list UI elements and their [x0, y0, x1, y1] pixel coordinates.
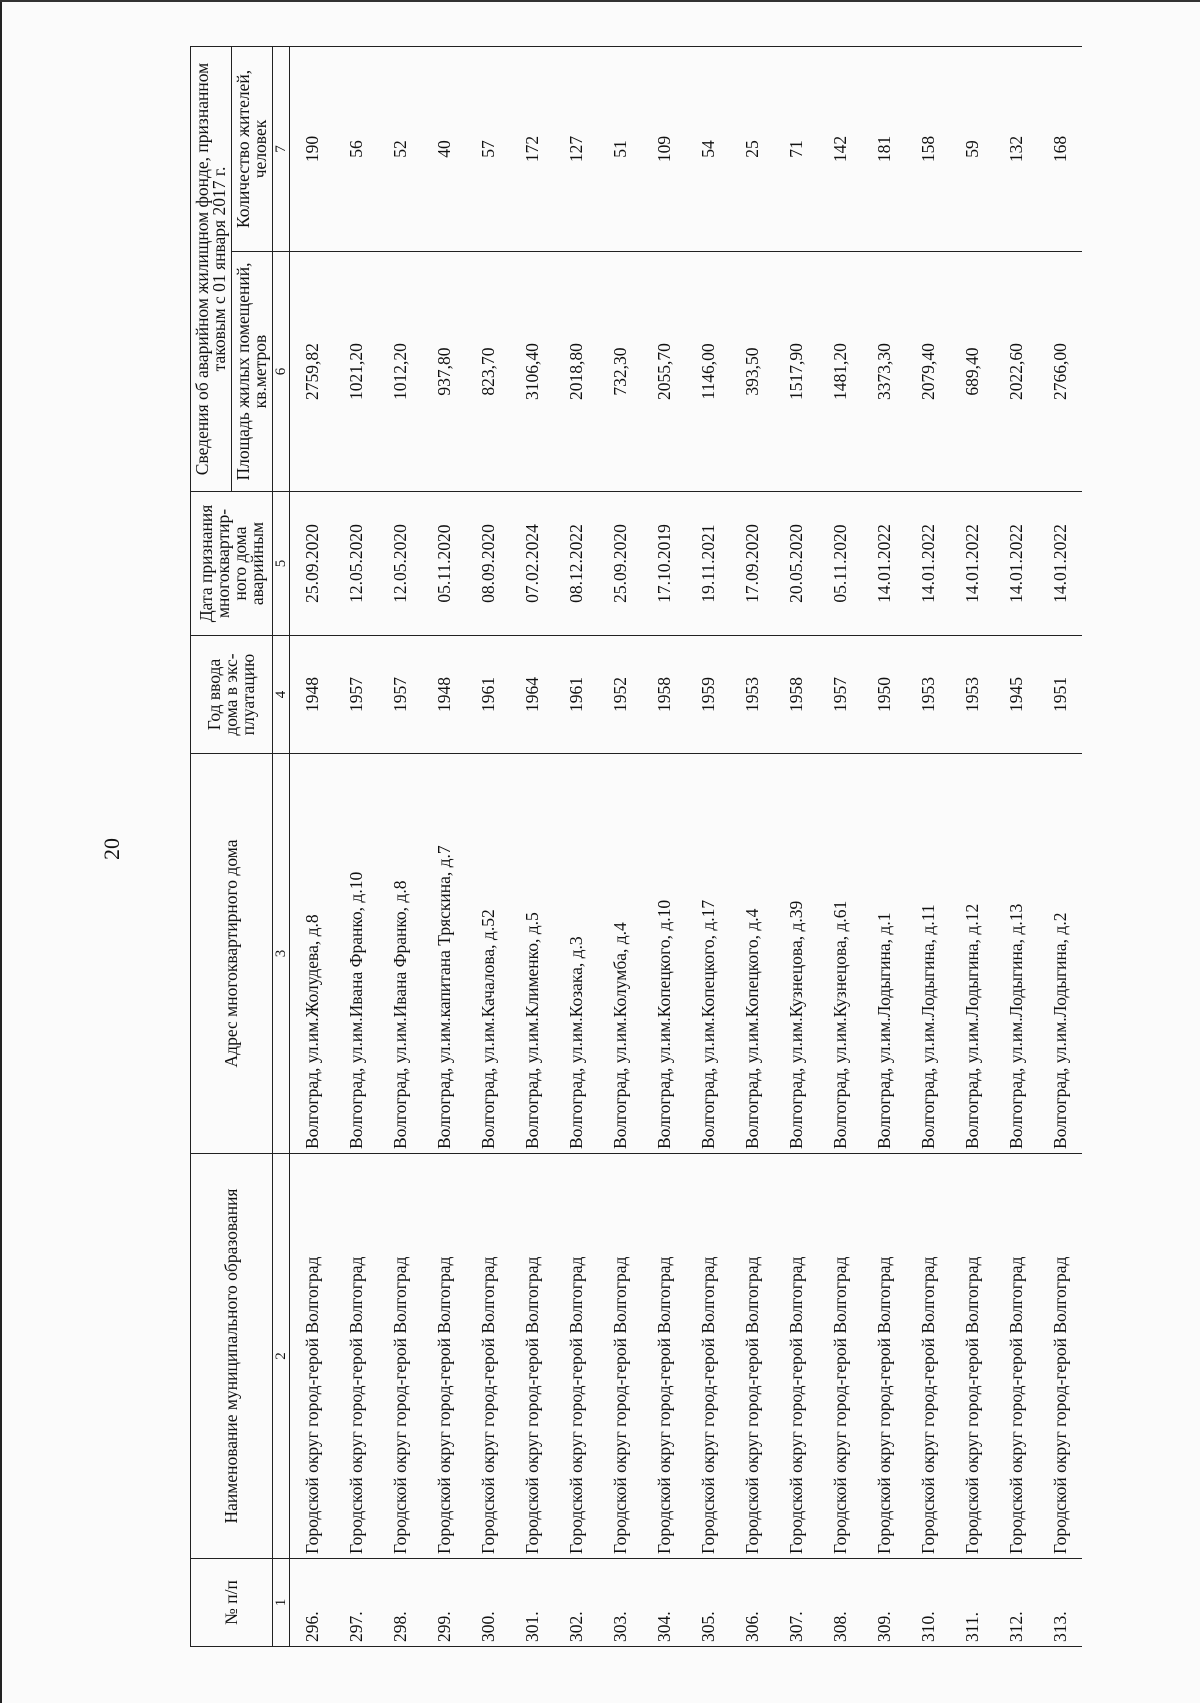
municipality-cell: Городской округ город-герой Волгоград [818, 1154, 862, 1559]
date-cell: 14.01.2022 [950, 492, 994, 636]
scan-edge-top [0, 0, 1200, 2]
municipality-cell: Городской округ город-герой Волгоград [906, 1154, 950, 1559]
year-cell: 1953 [950, 636, 994, 754]
column-number: 5 [273, 492, 290, 636]
address-cell: Волгоград, ул.им.Кузнецова, д.39 [774, 754, 818, 1154]
header-col-date: Дата признания многоквартир-ного дома аварийным [191, 492, 273, 636]
table-row [950, 47, 994, 1647]
area-cell: 2766,00 [1038, 252, 1082, 492]
area-cell: 2079,40 [906, 252, 950, 492]
people-cell: 109 [642, 47, 686, 252]
people-cell: 54 [686, 47, 730, 252]
row-number: 296. [290, 1559, 335, 1647]
table-row [906, 47, 950, 1647]
column-number: 7 [273, 47, 290, 252]
column-number-row [273, 47, 290, 1647]
address-cell: Волгоград, ул.им.капитана Тряскина, д.7 [422, 754, 466, 1154]
date-cell: 14.01.2022 [906, 492, 950, 636]
table-row [598, 47, 642, 1647]
people-cell: 181 [862, 47, 906, 252]
table-row [290, 47, 335, 1647]
year-cell: 1957 [818, 636, 862, 754]
emergency-housing-table [190, 46, 1082, 1647]
area-cell: 1517,90 [774, 252, 818, 492]
address-cell: Волгоград, ул.им.Копецкого, д.10 [642, 754, 686, 1154]
header-col-area: Площадь жилых помещений, кв.метров [232, 252, 273, 492]
row-number: 312. [994, 1559, 1038, 1647]
area-cell: 732,30 [598, 252, 642, 492]
address-cell: Волгоград, ул.им.Копецкого, д.17 [686, 754, 730, 1154]
people-cell: 127 [554, 47, 598, 252]
municipality-cell: Городской округ город-герой Волгоград [554, 1154, 598, 1559]
column-number: 6 [273, 252, 290, 492]
date-cell: 20.05.2020 [774, 492, 818, 636]
table-row [642, 47, 686, 1647]
area-cell: 2018,80 [554, 252, 598, 492]
column-number: 1 [273, 1559, 290, 1647]
area-cell: 689,40 [950, 252, 994, 492]
header-row-1 [191, 47, 232, 1647]
column-number: 3 [273, 754, 290, 1154]
municipality-cell: Городской округ город-герой Волгоград [730, 1154, 774, 1559]
year-cell: 1964 [510, 636, 554, 754]
date-cell: 07.02.2024 [510, 492, 554, 636]
register-table-wrapper [190, 47, 1090, 1647]
date-cell: 25.09.2020 [290, 492, 335, 636]
year-cell: 1961 [466, 636, 510, 754]
municipality-cell: Городской округ город-герой Волгоград [1038, 1154, 1082, 1559]
row-number: 299. [422, 1559, 466, 1647]
table-row [466, 47, 510, 1647]
date-cell: 14.01.2022 [1038, 492, 1082, 636]
header-col-people: Количество жителей, человек [232, 47, 273, 252]
year-cell: 1959 [686, 636, 730, 754]
people-cell: 56 [334, 47, 378, 252]
table-row [730, 47, 774, 1647]
address-cell: Волгоград, ул.им.Лодыгина, д.11 [906, 754, 950, 1154]
year-cell: 1948 [290, 636, 335, 754]
people-cell: 51 [598, 47, 642, 252]
year-cell: 1961 [554, 636, 598, 754]
date-cell: 05.11.2020 [422, 492, 466, 636]
column-number: 2 [273, 1154, 290, 1559]
column-number: 4 [273, 636, 290, 754]
year-cell: 1958 [774, 636, 818, 754]
area-cell: 2759,82 [290, 252, 335, 492]
date-cell: 14.01.2022 [994, 492, 1038, 636]
header-group-emergency-fund: Сведения об аварийном жилищном фонде, признанном таковым с 01 января 2017 г. [191, 47, 232, 492]
year-cell: 1945 [994, 636, 1038, 754]
address-cell: Волгоград, ул.им.Лодыгина, д.13 [994, 754, 1038, 1154]
table-row [1038, 47, 1082, 1647]
date-cell: 05.11.2020 [818, 492, 862, 636]
people-cell: 57 [466, 47, 510, 252]
date-cell: 17.10.2019 [642, 492, 686, 636]
people-cell: 172 [510, 47, 554, 252]
municipality-cell: Городской округ город-герой Волгоград [510, 1154, 554, 1559]
row-number: 306. [730, 1559, 774, 1647]
year-cell: 1953 [906, 636, 950, 754]
address-cell: Волгоград, ул.им.Ивана Франко, д.8 [378, 754, 422, 1154]
date-cell: 19.11.2021 [686, 492, 730, 636]
municipality-cell: Городской округ город-герой Волгоград [466, 1154, 510, 1559]
date-cell: 08.09.2020 [466, 492, 510, 636]
header-col-year: Год ввода дома в экс-плуатацию [191, 636, 273, 754]
row-number: 305. [686, 1559, 730, 1647]
table-row [862, 47, 906, 1647]
municipality-cell: Городской округ город-герой Волгоград [774, 1154, 818, 1559]
row-number: 313. [1038, 1559, 1082, 1647]
table-row [994, 47, 1038, 1647]
year-cell: 1948 [422, 636, 466, 754]
people-cell: 190 [290, 47, 335, 252]
row-number: 298. [378, 1559, 422, 1647]
year-cell: 1951 [1038, 636, 1082, 754]
municipality-cell: Городской округ город-герой Волгоград [334, 1154, 378, 1559]
address-cell: Волгоград, ул.им.Лодыгина, д.1 [862, 754, 906, 1154]
area-cell: 1021,20 [334, 252, 378, 492]
municipality-cell: Городской округ город-герой Волгоград [598, 1154, 642, 1559]
people-cell: 158 [906, 47, 950, 252]
people-cell: 142 [818, 47, 862, 252]
row-number: 307. [774, 1559, 818, 1647]
area-cell: 2022,60 [994, 252, 1038, 492]
row-number: 308. [818, 1559, 862, 1647]
address-cell: Волгоград, ул.им.Кузнецова, д.61 [818, 754, 862, 1154]
people-cell: 168 [1038, 47, 1082, 252]
row-number: 311. [950, 1559, 994, 1647]
municipality-cell: Городской округ город-герой Волгоград [642, 1154, 686, 1559]
address-cell: Волгоград, ул.им.Колумба, д.4 [598, 754, 642, 1154]
table-row [554, 47, 598, 1647]
municipality-cell: Городской округ город-герой Волгоград [994, 1154, 1038, 1559]
table-row [422, 47, 466, 1647]
municipality-cell: Городской округ город-герой Волгоград [862, 1154, 906, 1559]
address-cell: Волгоград, ул.им.Жолудева, д.8 [290, 754, 335, 1154]
area-cell: 937,80 [422, 252, 466, 492]
row-number: 297. [334, 1559, 378, 1647]
row-number: 301. [510, 1559, 554, 1647]
area-cell: 823,70 [466, 252, 510, 492]
address-cell: Волгоград, ул.им.Ивана Франко, д.10 [334, 754, 378, 1154]
year-cell: 1950 [862, 636, 906, 754]
row-number: 304. [642, 1559, 686, 1647]
table-row [334, 47, 378, 1647]
address-cell: Волгоград, ул.им.Козака, д.3 [554, 754, 598, 1154]
address-cell: Волгоград, ул.им.Качалова, д.52 [466, 754, 510, 1154]
address-cell: Волгоград, ул.им.Лодыгина, д.12 [950, 754, 994, 1154]
people-cell: 59 [950, 47, 994, 252]
row-number: 302. [554, 1559, 598, 1647]
date-cell: 25.09.2020 [598, 492, 642, 636]
table-row [686, 47, 730, 1647]
date-cell: 08.12.2022 [554, 492, 598, 636]
address-cell: Волгоград, ул.им.Клименко, д.5 [510, 754, 554, 1154]
people-cell: 40 [422, 47, 466, 252]
area-cell: 3106,40 [510, 252, 554, 492]
date-cell: 17.09.2020 [730, 492, 774, 636]
year-cell: 1953 [730, 636, 774, 754]
area-cell: 1146,00 [686, 252, 730, 492]
municipality-cell: Городской округ город-герой Волгоград [290, 1154, 335, 1559]
year-cell: 1957 [334, 636, 378, 754]
page-number: 20 [99, 838, 124, 860]
row-number: 309. [862, 1559, 906, 1647]
area-cell: 2055,70 [642, 252, 686, 492]
area-cell: 1012,20 [378, 252, 422, 492]
table-row [510, 47, 554, 1647]
row-number: 300. [466, 1559, 510, 1647]
table-row [378, 47, 422, 1647]
year-cell: 1957 [378, 636, 422, 754]
area-cell: 393,50 [730, 252, 774, 492]
municipality-cell: Городской округ город-герой Волгоград [422, 1154, 466, 1559]
year-cell: 1952 [598, 636, 642, 754]
area-cell: 1481,20 [818, 252, 862, 492]
address-cell: Волгоград, ул.им.Лодыгина, д.2 [1038, 754, 1082, 1154]
table-row [774, 47, 818, 1647]
table-row [818, 47, 862, 1647]
people-cell: 71 [774, 47, 818, 252]
municipality-cell: Городской округ город-герой Волгоград [378, 1154, 422, 1559]
row-number: 310. [906, 1559, 950, 1647]
header-col-number: № п/п [191, 1559, 273, 1647]
municipality-cell: Городской округ город-герой Волгоград [950, 1154, 994, 1559]
date-cell: 14.01.2022 [862, 492, 906, 636]
header-col-municipality: Наименование муниципального образования [191, 1154, 273, 1559]
address-cell: Волгоград, ул.им.Копецкого, д.4 [730, 754, 774, 1154]
header-col-address: Адрес многоквартирного дома [191, 754, 273, 1154]
table-body [290, 47, 1083, 1647]
date-cell: 12.05.2020 [334, 492, 378, 636]
scan-edge-left [0, 0, 2, 1703]
people-cell: 25 [730, 47, 774, 252]
area-cell: 3373,30 [862, 252, 906, 492]
people-cell: 132 [994, 47, 1038, 252]
year-cell: 1958 [642, 636, 686, 754]
row-number: 303. [598, 1559, 642, 1647]
date-cell: 12.05.2020 [378, 492, 422, 636]
municipality-cell: Городской округ город-герой Волгоград [686, 1154, 730, 1559]
people-cell: 52 [378, 47, 422, 252]
